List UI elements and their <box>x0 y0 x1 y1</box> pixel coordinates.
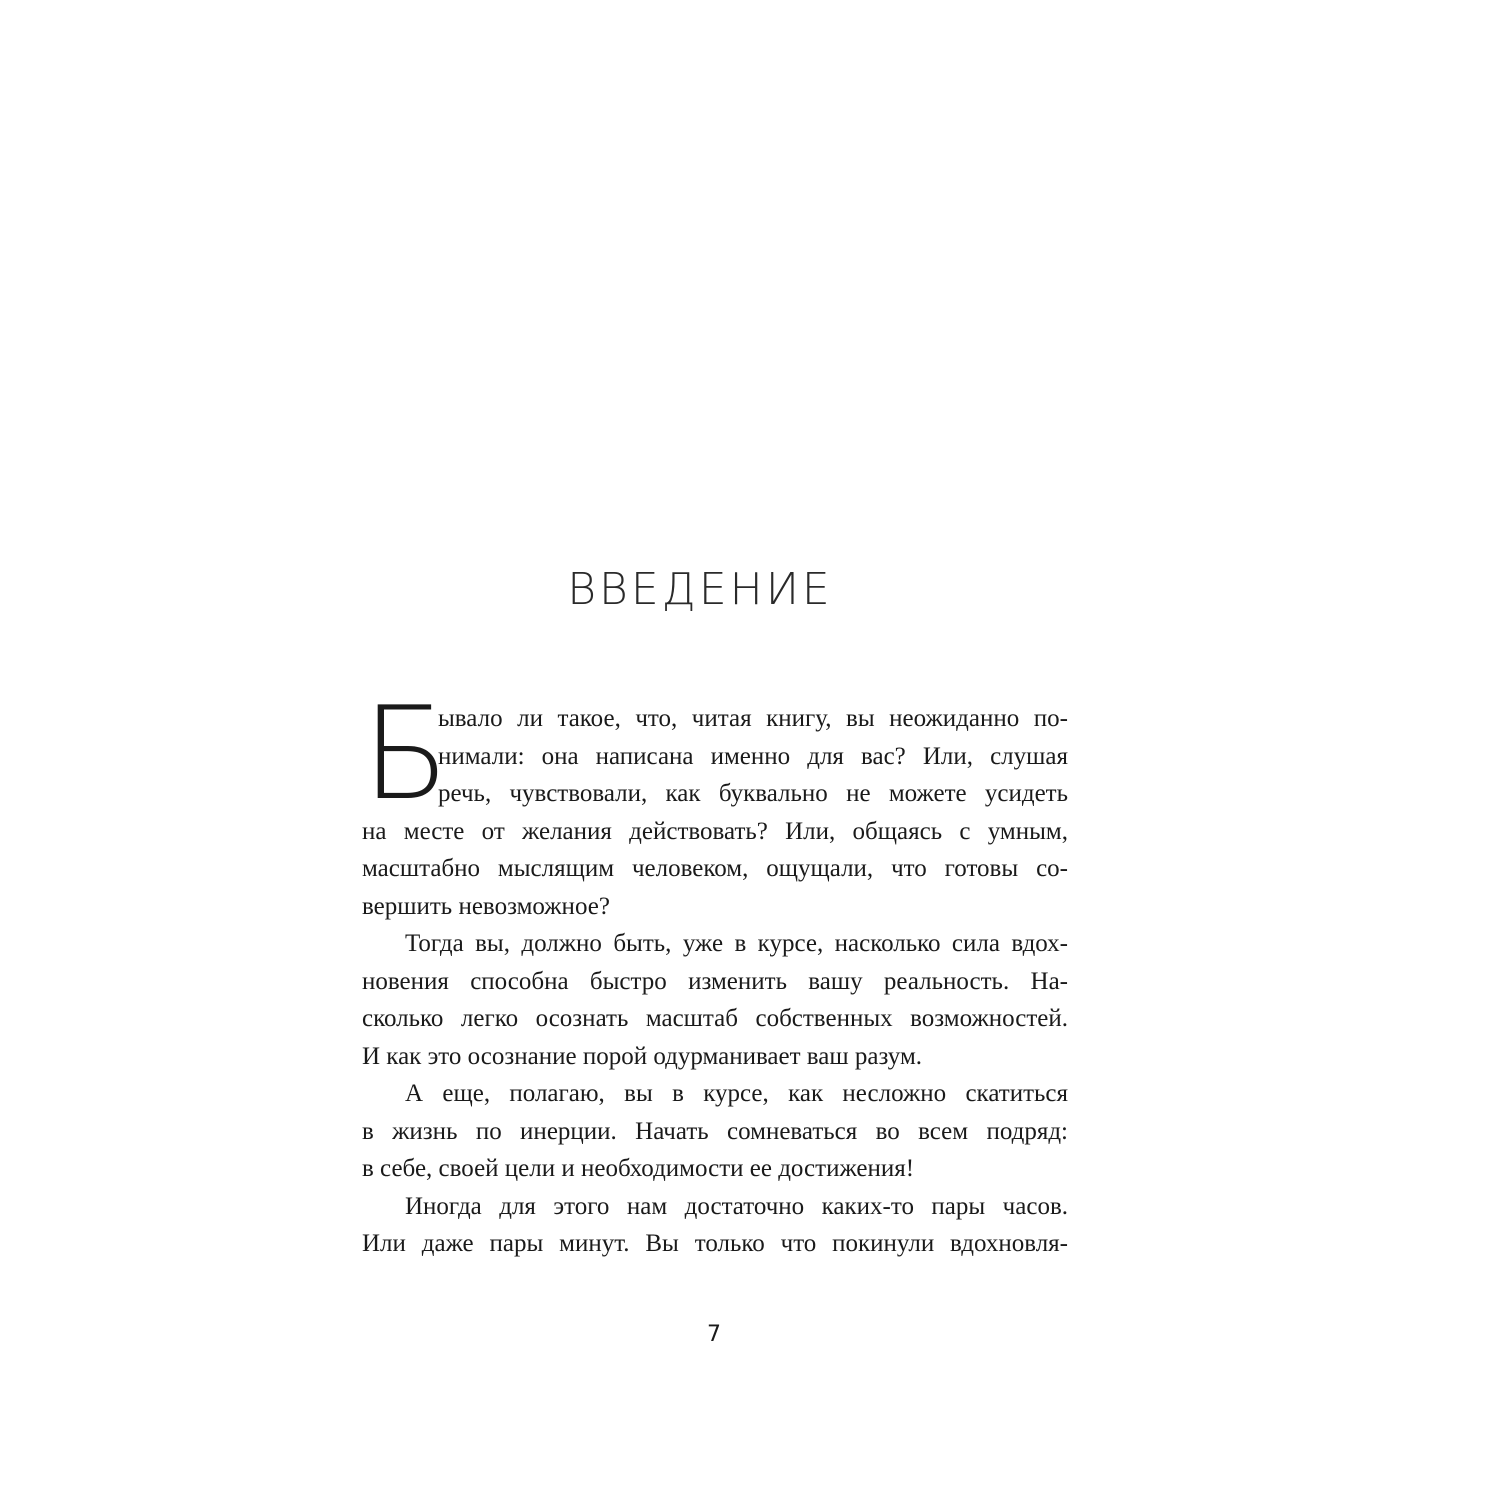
text-line: сколько легко осознать масштаб собственных возможностей. <box>362 1005 1068 1032</box>
text-line: речь, чувствовали, как буквально не можете усидеть <box>438 780 1068 807</box>
body-text <box>362 680 1068 1263</box>
text-line: масштабно мыслящим человеком, ощущали, что готовы со- <box>362 855 1068 882</box>
text-line: И как это осознание порой одурманивает ваш разум. <box>362 1042 923 1070</box>
paragraph-3 <box>362 1075 1068 1188</box>
text-line: А еще, полагаю, вы в курсе, как несложно скатиться <box>405 1080 1068 1107</box>
page-number: 7 <box>707 1322 721 1347</box>
text-line: на месте от желания действовать? Или, общаясь с умным, <box>362 817 1068 845</box>
text-line: Тогда вы, должно быть, уже в курсе, насколько сила вдох- <box>405 930 1068 957</box>
text-line: Или даже пары минут. Вы только что покинули вдохновля- <box>362 1230 1068 1257</box>
drop-cap: Б <box>362 680 450 829</box>
paragraph-1 <box>362 680 1068 925</box>
chapter-title: ВВЕДЕНИЕ <box>567 564 833 615</box>
text-line: в жизнь по инерции. Начать сомневаться во всем подряд: <box>362 1117 1068 1145</box>
paragraph-4 <box>362 1188 1068 1263</box>
text-line: в себе, своей цели и необходимости ее достижения! <box>362 1155 915 1182</box>
text-line: вершить невозможное? <box>362 892 610 920</box>
text-line: новения способна быстро изменить вашу реальность. На- <box>362 967 1068 995</box>
text-line: нимали: она написана именно для вас? Или, слушая <box>438 742 1068 770</box>
paragraph-2 <box>362 925 1068 1075</box>
text-line: Иногда для этого нам достаточно каких-то пары часов. <box>405 1192 1068 1220</box>
text-line: ывало ли такое, что, читая книгу, вы неожиданно по- <box>438 705 1068 732</box>
